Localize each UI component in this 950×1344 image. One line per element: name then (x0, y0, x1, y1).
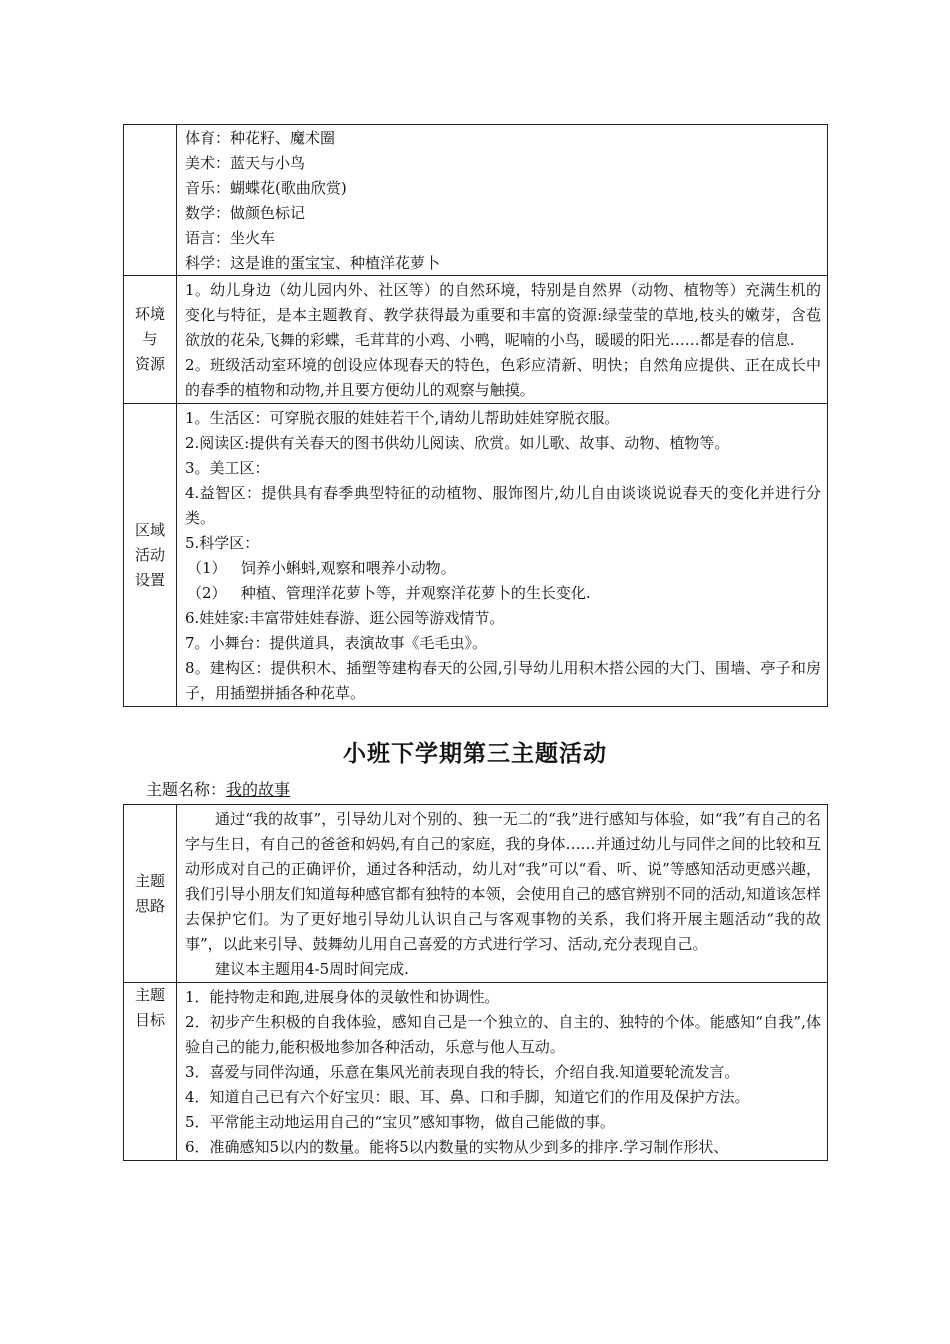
area-item: 6.娃娃家:丰富带娃娃春游、逛公园等游戏情节。 (185, 609, 505, 628)
area-item: 1。生活区：可穿脱衣服的娃娃若干个,请幼儿帮助娃娃穿脱衣服。 (185, 409, 620, 428)
course-item: 语言：坐火车 (185, 228, 276, 247)
course-item: 音乐：蝴蝶花(歌曲欣赏) (185, 178, 347, 197)
area-activity-row (124, 404, 828, 707)
courses-cell (177, 125, 828, 276)
area-item: 7。小舞台：提供道具，表演故事《毛毛虫》。 (185, 634, 488, 653)
environment-row (124, 276, 828, 404)
environment-cell (177, 276, 828, 404)
course-item: 数学：做颜色标记 (185, 203, 306, 222)
theme-idea-row (124, 805, 828, 983)
area-subitem: （1） 饲养小蝌蚪,观察和喂养小动物。 (187, 559, 456, 578)
theme-plan-table (123, 804, 828, 1161)
area-item: 5.科学区： (185, 534, 260, 553)
activity-plan-table (123, 124, 828, 707)
environment-paragraph: 1。幼儿身边（幼儿园内外、社区等）的自然环境，特别是自然界（动物、植物等）充满生机的变化与特征，是本主题教育、教学获得最为重要和丰富的资源:绿莹莹的草地,枝头的嫩芽，含苞欲放的花朵,飞舞的彩蝶，毛茸茸的小鸡、小鸭，呢喃的小鸟，暖暖的阳光……都是春的信息. (185, 281, 821, 350)
courses-row (124, 125, 828, 276)
theme-name-value: 我的故事 (226, 780, 291, 799)
theme-idea-note: 建议本主题用4-5周时间完成. (215, 960, 409, 978)
theme-idea-text: 通过“我的故事”，引导幼儿对个别的、独一无二的“我”进行感知与体验，如“我”有自己的名字与生日，有自己的爸爸和妈妈,有自己的家庭，我的身体……并通过幼儿与同伴之间的比较和互动形成对自己的正确评价，通过各种活动，幼儿对“我”可以“看、听、说”等感知活动更感兴趣，我们引导小朋友们知道每种感官都有独特的本领，会使用自己的感官辨别不同的活动,知道该怎样去保护它们。为了更好地引导幼儿认识自己与客观事物的关系，我们将开展主题活动“我的故事”，以此来引导、鼓舞幼儿用自己喜爱的方式进行学习、活动,充分表现自己。 (185, 810, 821, 953)
area-subitem: （2） 种植、管理洋花萝卜等，并观察洋花萝卜的生长变化. (187, 584, 591, 603)
area-item: 4.益智区：提供具有春季典型特征的动植物、服饰图片,幼儿自由谈谈说说春天的变化并进行分类。 (185, 484, 821, 528)
course-item: 美术：蓝天与小鸟 (185, 153, 306, 172)
section-title: 小班下学期第三主题活动 (343, 741, 607, 767)
goal-item: 5．平常能主动地运用自己的“宝贝”感知事物，做自己能做的事。 (185, 1113, 615, 1131)
area-item: 8。建构区：提供积木、插塑等建构春天的公园,引导幼儿用积木搭公园的大门、围墙、亭子和房子，用插塑拼插各种花草。 (185, 659, 821, 703)
theme-idea-cell (177, 805, 828, 983)
environment-label: 环境 与 资源 (124, 276, 177, 404)
theme-idea-label: 主题 思路 (124, 805, 177, 983)
area-activity-cell (177, 404, 828, 707)
goal-item: 4．知道自己已有六个好宝贝：眼、耳、鼻、口和手脚，知道它们的作用及保护方法。 (185, 1088, 750, 1106)
theme-name (146, 777, 290, 800)
course-item: 体育：种花籽、魔术圈 (185, 129, 336, 147)
course-item: 科学：这是谁的蛋宝宝、种植洋花萝卜 (185, 253, 441, 272)
area-activity-label: 区域 活动 设置 (124, 404, 177, 707)
area-item: 2.阅读区:提供有关春天的图书供幼儿阅读、欣赏。如儿歌、故事、动物、植物等。 (185, 434, 730, 453)
goal-item: 2．初步产生积极的自我体验，感知自己是一个独立的、自主的、独特的个体。能感知“自我”,体验自己的能力,能积极地参加各种活动，乐意与他人互动。 (185, 1013, 821, 1056)
goal-item: 6．准确感知5以内的数量。能将5以内数量的实物从少到多的排序.学习制作形状、 (185, 1138, 729, 1156)
theme-name-label: 主题名称： (146, 780, 227, 799)
goal-item: 1．能持物走和跑,进展身体的灵敏性和协调性。 (185, 988, 500, 1006)
goal-item: 3．喜爱与同伴沟通，乐意在集风光前表现自我的特长，介绍自我.知道要轮流发言。 (185, 1063, 740, 1081)
theme-goal-label: 主题 目标 (124, 983, 177, 1161)
theme-goal-row (124, 983, 828, 1161)
area-item: 3。美工区： (185, 459, 270, 478)
theme-goal-cell (177, 983, 828, 1161)
environment-paragraph: 2。班级活动室环境的创设应体现春天的特色，色彩应清新、明快；自然角应提供、正在成长中的春季的植物和动物,并且要方便幼儿的观察与触摸。 (185, 356, 821, 400)
courses-label-cell (124, 125, 177, 276)
